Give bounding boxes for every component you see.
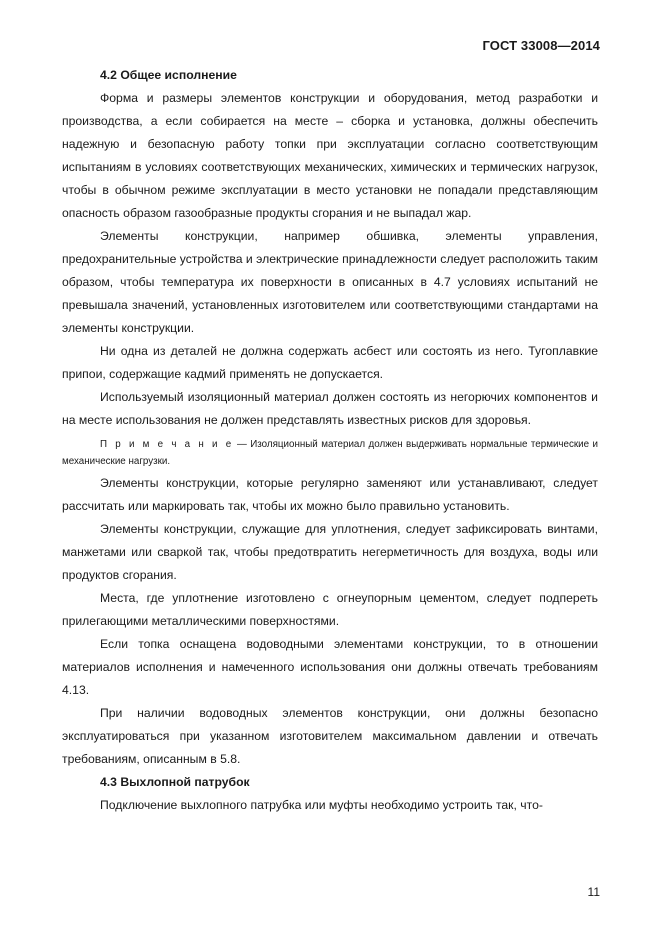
- paragraph: Места, где уплотнение изготовлено с огнеупорным цементом, следует подпереть прилегающими металлическими поверхностями.: [62, 591, 598, 628]
- note-text: — Изоляционный материал должен выдерживать нормальные термические и механические нагрузки.: [62, 439, 598, 467]
- paragraph: Ни одна из деталей не должна содержать асбест или состоять из него. Тугоплавкие припои, содержащие кадмий применять не допускается.: [62, 344, 598, 381]
- note: [62, 432, 598, 472]
- paragraph: Используемый изоляционный материал должен состоять из негорючих компонентов и на месте использования не должен представлять известных рисков для здоровья.: [62, 390, 598, 427]
- section-heading-4-3: 4.3 Выхлопной патрубок: [100, 775, 250, 789]
- note-label: П р и м е ч а н и е: [100, 439, 234, 450]
- paragraph: Элементы конструкции, служащие для уплотнения, следует зафиксировать винтами, манжетами или сваркой так, чтобы предотвратить негерметичность для воздуха, воды или продуктов сгорания.: [62, 522, 598, 582]
- section-heading-4-2: 4.2 Общее исполнение: [100, 68, 237, 82]
- page-number: 11: [587, 885, 600, 899]
- page-content: [62, 64, 598, 817]
- paragraph: Подключение выхлопного патрубка или муфты необходимо устроить так, что-: [100, 798, 543, 812]
- paragraph: Элементы конструкции, например обшивка, элементы управления, предохранительные устройства и электрические принадлежности следует расположить таким образом, чтобы температура их поверхности в описанных в 4.7 условиях испытаний не превышала значений, установленных изготовителем или соответствующими стандартами на элементы конструкции.: [62, 229, 599, 335]
- paragraph: Форма и размеры элементов конструкции и оборудования, метод разработки и производства, а если собирается на месте – сборка и установка, должны обеспечить надежную и безопасную работу топки при эксплуатации согласно соответствующим испытаниям в условиях соответствующих механических, химических и термических нагрузок, чтобы в обычном режиме эксплуатации в место установки не попадали представляющим опасность образом газообразные продукты сгорания и не выпадал жар.: [62, 91, 598, 220]
- paragraph: Элементы конструкции, которые регулярно заменяют или устанавливают, следует рассчитать или маркировать так, чтобы их можно было правильно установить.: [62, 476, 598, 513]
- paragraph: При наличии водоводных элементов конструкции, они должны безопасно эксплуатироваться при указанном изготовителем максимальном давлении и отвечать требованиям, описанным в 5.8.: [62, 706, 598, 766]
- document-standard-number: ГОСТ 33008—2014: [482, 38, 600, 53]
- paragraph: Если топка оснащена водоводными элементами конструкции, то в отношении материалов исполнения и намеченного использования они должны отвечать требованиям 4.13.: [62, 637, 598, 697]
